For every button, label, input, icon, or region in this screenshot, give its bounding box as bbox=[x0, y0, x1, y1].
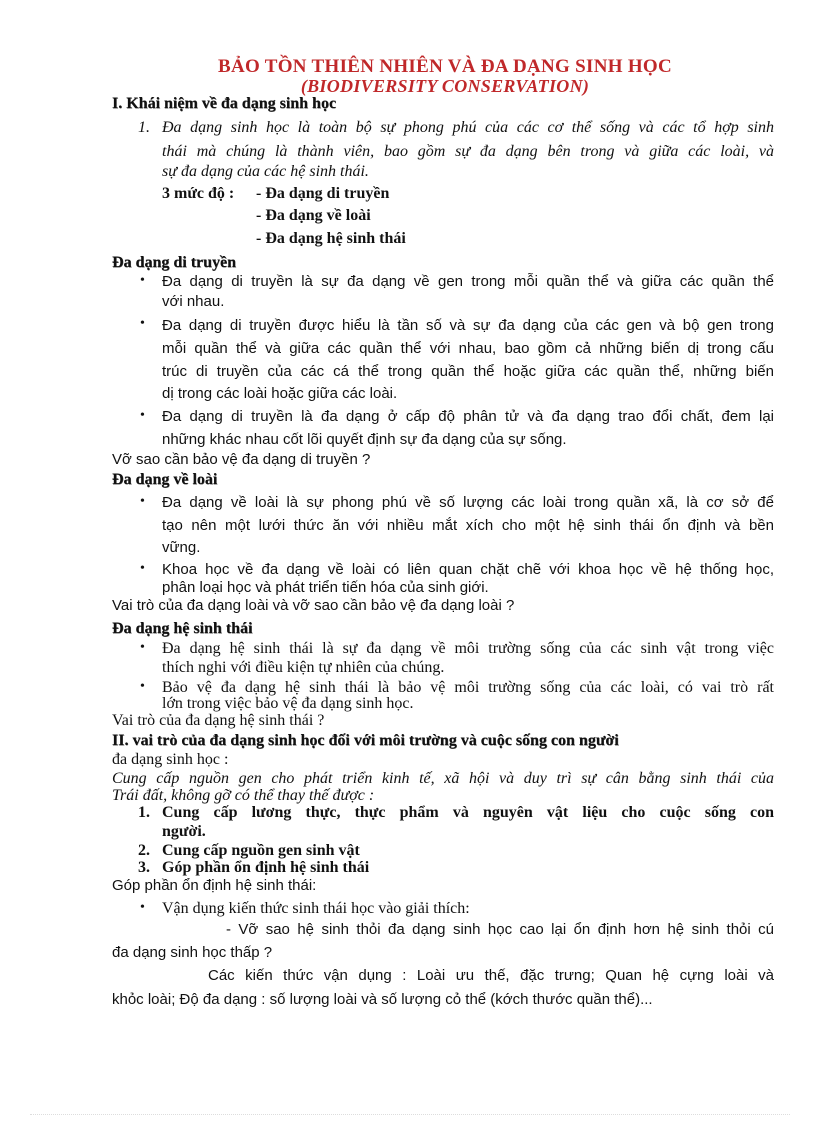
role-line: người. bbox=[162, 823, 206, 840]
bullet-icon: • bbox=[140, 494, 145, 509]
level-item: - Đa dạng về loài bbox=[256, 207, 371, 224]
question-line: - Vỡ sao hệ sinh thỏi đa dạng sinh học cao lại ổn định hơn hệ sinh thỏi cú bbox=[226, 921, 774, 938]
role-line: Góp phần ổn định hệ sinh thái bbox=[162, 859, 370, 876]
species-bullet-line: Đa dạng về loài là sự phong phú về số lượng các loài trong quần xã, là cơ sở để bbox=[162, 494, 774, 511]
genetic-bullet-line: với nhau. bbox=[162, 293, 225, 310]
role-number: 1. bbox=[138, 804, 150, 821]
ecosystem-bullet-line: Đa dạng hệ sinh thái là sự đa dạng về môi trường sống của các sinh vật trong việc bbox=[162, 640, 774, 657]
species-bullet-line: tạo nên một lưới thức ăn với nhiều mắt xích cho một hệ sinh thái ổn định và bền bbox=[162, 517, 774, 534]
level-item: - Đa dạng hệ sinh thái bbox=[256, 230, 406, 247]
bullet-icon: • bbox=[140, 316, 145, 331]
species-bullet-line: Khoa học về đa dạng về loài có liên quan chặt chẽ với khoa học về hệ thống học, bbox=[162, 561, 774, 578]
genetic-question: Vỡ sao cần bảo vệ đa dạng di truyền ? bbox=[112, 451, 371, 468]
question-line: đa dạng sinh học thấp ? bbox=[112, 944, 273, 961]
levels-label: 3 mức độ : bbox=[162, 185, 235, 202]
section-2-italic-line: Trái đất, không gỡ có thể thay thế được : bbox=[112, 787, 375, 804]
section-2-sub: đa dạng sinh học : bbox=[112, 751, 229, 768]
ecosystem-heading: Đa dạng hệ sinh thái bbox=[112, 620, 253, 637]
genetic-bullet-line: Đa dạng di truyền là đa dạng ở cấp độ phân tử và đa dạng trao đổi chất, đem lại bbox=[162, 408, 774, 425]
bullet-icon: • bbox=[140, 640, 145, 655]
section-2-heading: II. vai trò của đa dạng sinh học đối với môi trường và cuộc sống con người bbox=[112, 732, 619, 749]
genetic-bullet-line: dị trong các loài hoặc giữa các loài. bbox=[162, 385, 398, 402]
knowledge-line: Các kiến thức vận dụng : Loài ưu thế, đặc trưng; Quan hệ cựng loài và bbox=[208, 967, 774, 984]
genetic-bullet-line: Đa dạng di truyền được hiểu là tần số và sự đa dạng của các gen và bộ gen trong bbox=[162, 317, 774, 334]
bullet-icon: • bbox=[140, 900, 145, 915]
ecosystem-bullet-line: Bảo vệ đa dạng hệ sinh thái là bảo vệ môi trường sống của các loài, có vai trò rất bbox=[162, 679, 774, 696]
role-line: Cung cấp nguồn gen sinh vật bbox=[162, 842, 360, 859]
bullet-icon: • bbox=[140, 679, 145, 694]
level-item: - Đa dạng di truyền bbox=[256, 185, 390, 202]
definition-line: thái mà chúng là thành viên, bao gồm sự đa dạng bên trong và giữa các loài, và bbox=[162, 143, 774, 160]
document-subtitle: (BIODIVERSITY CONSERVATION) bbox=[300, 76, 590, 96]
ecosystem-bullet-line: thích nghi với điều kiện tự nhiên của chúng. bbox=[162, 659, 445, 676]
role-line: Cung cấp lương thực, thực phẩm và nguyên vật liệu cho cuộc sống con bbox=[162, 804, 774, 821]
page-bottom-rule bbox=[30, 1114, 790, 1115]
bullet-icon: • bbox=[140, 408, 145, 423]
bullet-icon: • bbox=[140, 561, 145, 576]
genetic-bullet-line: Đa dạng di truyền là sự đa dạng về gen trong mỗi quần thể và giữa các quần thể bbox=[162, 273, 774, 290]
item-1-number: 1. bbox=[138, 119, 150, 136]
genetic-heading: Đa dạng di truyền bbox=[112, 254, 237, 271]
bullet-icon: • bbox=[140, 273, 145, 288]
genetic-bullet-line: những khác nhau cốt lõi quyết định sự đa dạng của sự sống. bbox=[162, 431, 567, 448]
section-1-heading: I. Khái niệm về đa dạng sinh học bbox=[112, 95, 337, 112]
ecosystem-bullet-line: lớn trong việc bảo vệ đa dạng sinh học. bbox=[162, 695, 414, 712]
species-heading: Đa dạng về loài bbox=[112, 471, 218, 488]
document-title: BẢO TỒN THIÊN NHIÊN VÀ ĐA DẠNG SINH HỌC bbox=[217, 56, 673, 77]
definition-line: sự đa dạng của các hệ sinh thái. bbox=[162, 163, 369, 180]
apply-bullet: Vận dụng kiến thức sinh thái học vào giải thích: bbox=[162, 900, 470, 917]
genetic-bullet-line: trúc di truyền của các cá thể trong quần thể hoặc giữa các quần thể, những biến bbox=[162, 363, 774, 380]
genetic-bullet-line: mỗi quần thể và giữa các quần thể với nhau, bao gồm cả những biến dị trong cấu bbox=[162, 340, 774, 357]
role-number: 2. bbox=[138, 842, 150, 859]
species-bullet-line: vững. bbox=[162, 539, 201, 556]
section-2-italic-line: Cung cấp nguồn gen cho phát triển kinh tế, xã hội và duy trì sự cân bằng sinh thái của bbox=[112, 770, 774, 787]
section-2-after: Góp phần ổn định hệ sinh thái: bbox=[112, 877, 317, 894]
species-bullet-line: phân loại học và phát triển tiến hóa của sinh giới. bbox=[162, 579, 489, 596]
definition-line: Đa dạng sinh học là toàn bộ sự phong phú của các cơ thể sống và các tổ hợp sinh bbox=[162, 119, 774, 136]
species-question: Vai trò của đa dạng loài và vỡ sao cần bảo vệ đa dạng loài ? bbox=[112, 597, 515, 614]
role-number: 3. bbox=[138, 859, 150, 876]
ecosystem-question: Vai trò của đa dạng hệ sinh thái ? bbox=[112, 712, 325, 729]
knowledge-line: khỏc loài; Độ đa dạng : số lượng loài và số lượng cỏ thể (kớch thước quần thể)... bbox=[112, 991, 653, 1008]
